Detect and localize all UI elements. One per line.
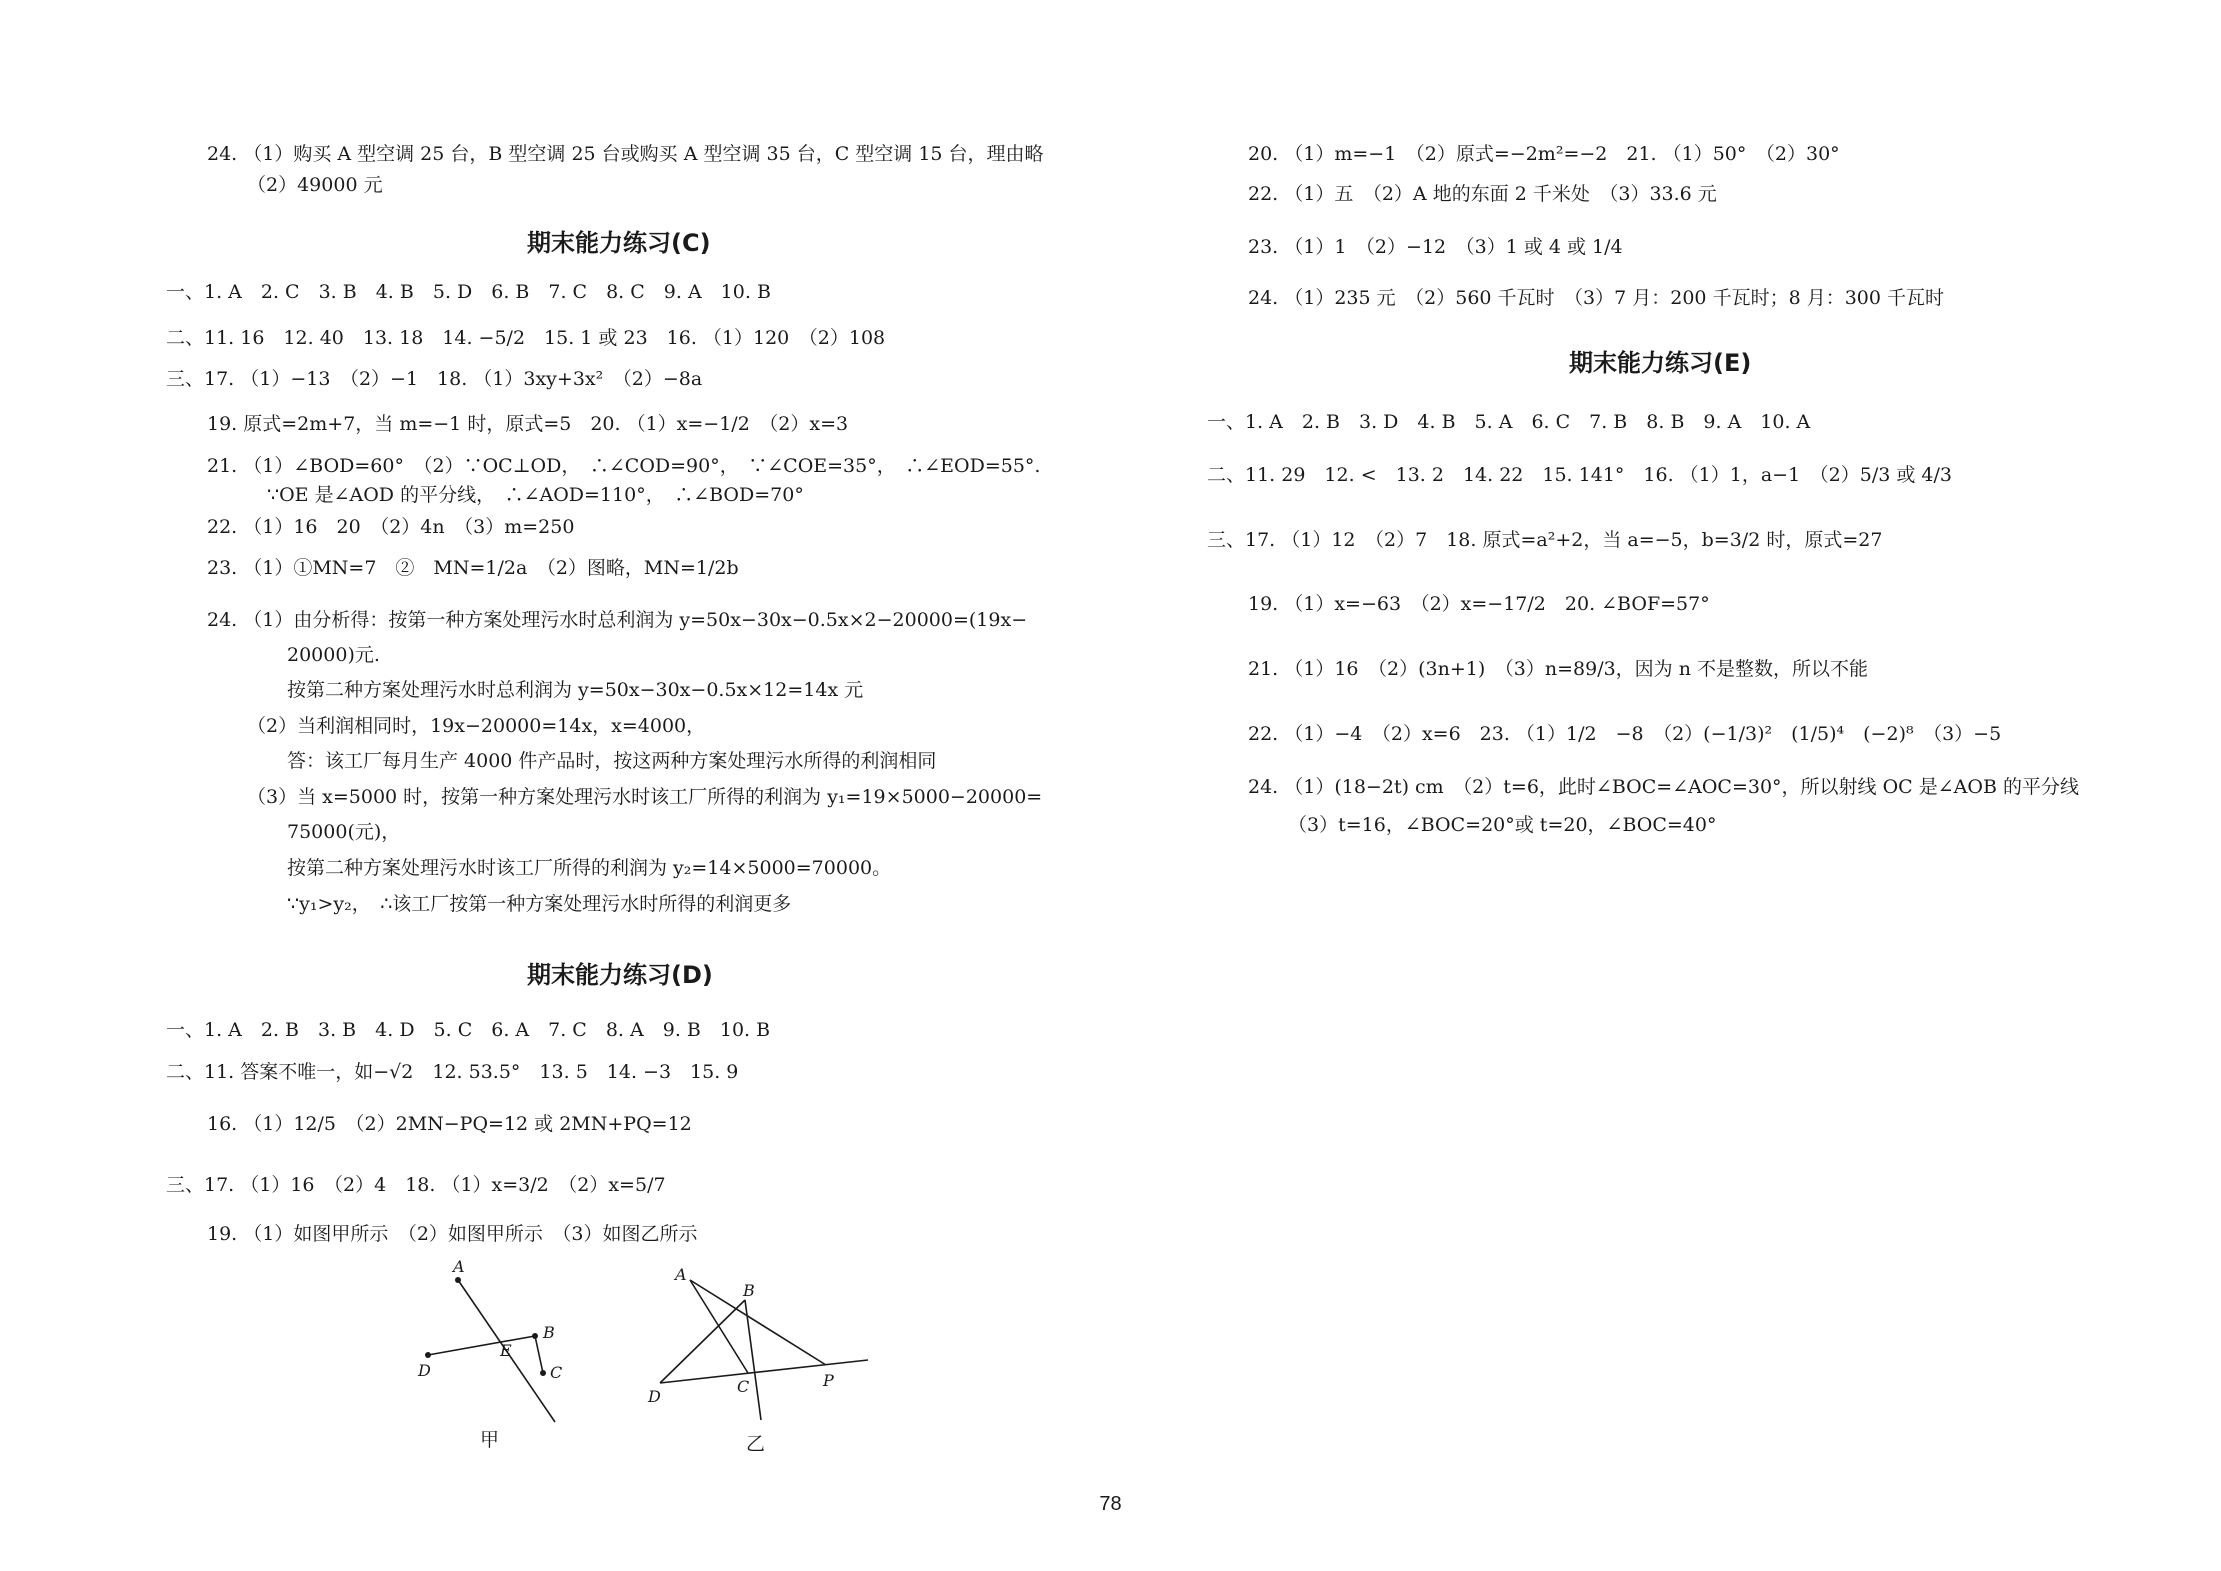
yi-label-c: C <box>737 1377 750 1396</box>
section-c-line-8: 23. （1）①MN=7 ② MN=1/2a （2）图略，MN=1/2b <box>207 557 739 579</box>
section-c-line-11: 按第二种方案处理污水时总利润为 y=50x−30x−0.5x×12=14x 元 <box>287 679 864 701</box>
right-top-line-4: 24. （1）235 元 （2）560 千瓦时 （3）7 月：200 千瓦时；8 月：300 千瓦时 <box>1248 287 1944 309</box>
jia-label-c: C <box>550 1363 563 1382</box>
yi-label-p: P <box>823 1371 834 1390</box>
section-c-line-1: 一、1. A 2. C 3. B 4. B 5. D 6. B 7. C 8. C 9. A 10. B <box>166 281 771 303</box>
figure-jia <box>400 1250 600 1450</box>
yi-label-d: D <box>648 1387 661 1406</box>
jia-label-e: E <box>500 1341 512 1360</box>
figure-yi-drawing <box>630 1250 880 1450</box>
section-c-line-6: ∵OE 是∠AOD 的平分线， ∴∠AOD=110°， ∴∠BOD=70° <box>267 484 804 506</box>
section-c-line-9: 24. （1）由分析得：按第一种方案处理污水时总利润为 y=50x−30x−0.5x×2−20000=(19x− <box>207 609 1028 631</box>
section-d-line-1: 一、1. A 2. B 3. B 4. D 5. C 6. A 7. C 8. A 9. B 10. B <box>166 1019 771 1041</box>
left-top-line-2: （2）49000 元 <box>247 174 383 196</box>
figure-yi <box>630 1250 880 1450</box>
section-c-line-13: 答：该工厂每月生产 4000 件产品时，按这两种方案处理污水所得的利润相同 <box>287 750 937 772</box>
section-e-line-5: 21. （1）16 （2）(3n+1) （3）n=89/3，因为 n 不是整数，所以不能 <box>1248 658 1868 680</box>
left-top-line-1: 24. （1）购买 A 型空调 25 台，B 型空调 25 台或购买 A 型空调 35 台，C 型空调 15 台，理由略 <box>207 143 1044 165</box>
section-c-line-16: 按第二种方案处理污水时该工厂所得的利润为 y₂=14×5000=70000。 <box>287 857 892 879</box>
figure-yi-caption: 乙 <box>746 1433 766 1455</box>
section-d-line-4: 三、17. （1）16 （2）4 18. （1）x=3/2 （2）x=5/7 <box>166 1174 666 1196</box>
section-c-title: 期末能力练习(C) <box>527 229 711 257</box>
section-c-line-12: （2）当利润相同时，19x−20000=14x，x=4000， <box>247 715 706 737</box>
section-e-line-2: 二、11. 29 12. < 13. 2 14. 22 15. 141° 16. （1）1，a−1 （2）5/3 或 4/3 <box>1207 464 1952 486</box>
section-e-title: 期末能力练习(E) <box>1569 349 1752 377</box>
right-top-line-2: 22. （1）五 （2）A 地的东面 2 千米处 （3）33.6 元 <box>1248 183 1717 205</box>
right-top-line-1: 20. （1）m=−1 （2）原式=−2m²=−2 21. （1）50° （2）30° <box>1248 143 1840 165</box>
section-e-line-3: 三、17. （1）12 （2）7 18. 原式=a²+2，当 a=−5，b=3/2 时，原式=27 <box>1207 529 1883 551</box>
section-c-line-7: 22. （1）16 20 （2）4n （3）m=250 <box>207 516 575 538</box>
section-c-line-15: 75000(元)， <box>287 821 401 843</box>
section-e-line-6: 22. （1）−4 （2）x=6 23. （1）1/2 −8 （2）(−1/3)² (1/5)⁴ (−2)⁸ （3）−5 <box>1248 723 2002 745</box>
jia-label-b: B <box>543 1323 555 1342</box>
section-e-line-1: 一、1. A 2. B 3. D 4. B 5. A 6. C 7. B 8. B 9. A 10. A <box>1207 411 1811 433</box>
yi-label-b: B <box>743 1281 755 1300</box>
jia-label-a: A <box>453 1257 465 1276</box>
section-d-line-2: 二、11. 答案不唯一，如−√2 12. 53.5° 13. 5 14. −3 15. 9 <box>166 1061 739 1083</box>
section-c-line-5: 21. （1）∠BOD=60° （2）∵OC⊥OD， ∴∠COD=90°， ∵∠COE=35°， ∴∠EOD=55°. <box>207 455 1041 477</box>
figure-jia-drawing <box>400 1250 600 1450</box>
yi-label-a: A <box>675 1265 687 1284</box>
page-number: 78 <box>1099 1493 1122 1515</box>
section-d-line-5: 19. （1）如图甲所示 （2）如图甲所示 （3）如图乙所示 <box>207 1223 698 1245</box>
section-c-line-10: 20000)元. <box>287 644 380 666</box>
section-d-line-3: 16. （1）12/5 （2）2MN−PQ=12 或 2MN+PQ=12 <box>207 1113 692 1135</box>
section-d-title: 期末能力练习(D) <box>527 961 713 989</box>
figure-jia-caption: 甲 <box>480 1429 500 1451</box>
right-top-line-3: 23. （1）1 （2）−12 （3）1 或 4 或 1/4 <box>1248 236 1623 258</box>
section-c-line-4: 19. 原式=2m+7，当 m=−1 时，原式=5 20. （1）x=−1/2 （2）x=3 <box>207 413 849 435</box>
section-c-line-14: （3）当 x=5000 时，按第一种方案处理污水时该工厂所得的利润为 y₁=19×5000−20000= <box>247 786 1043 808</box>
jia-label-d: D <box>418 1361 431 1380</box>
section-c-line-3: 三、17. （1）−13 （2）−1 18. （1）3xy+3x² （2）−8a <box>166 368 703 390</box>
section-e-line-8: （3）t=16，∠BOC=20°或 t=20，∠BOC=40° <box>1288 814 1717 836</box>
section-c-line-17: ∵y₁>y₂， ∴该工厂按第一种方案处理污水时所得的利润更多 <box>287 893 792 915</box>
section-e-line-7: 24. （1）(18−2t) cm （2）t=6，此时∠BOC=∠AOC=30°，所以射线 OC 是∠AOB 的平分线 <box>1248 776 2079 798</box>
section-e-line-4: 19. （1）x=−63 （2）x=−17/2 20. ∠BOF=57° <box>1248 593 1710 615</box>
section-c-line-2: 二、11. 16 12. 40 13. 18 14. −5/2 15. 1 或 23 16. （1）120 （2）108 <box>166 327 886 349</box>
